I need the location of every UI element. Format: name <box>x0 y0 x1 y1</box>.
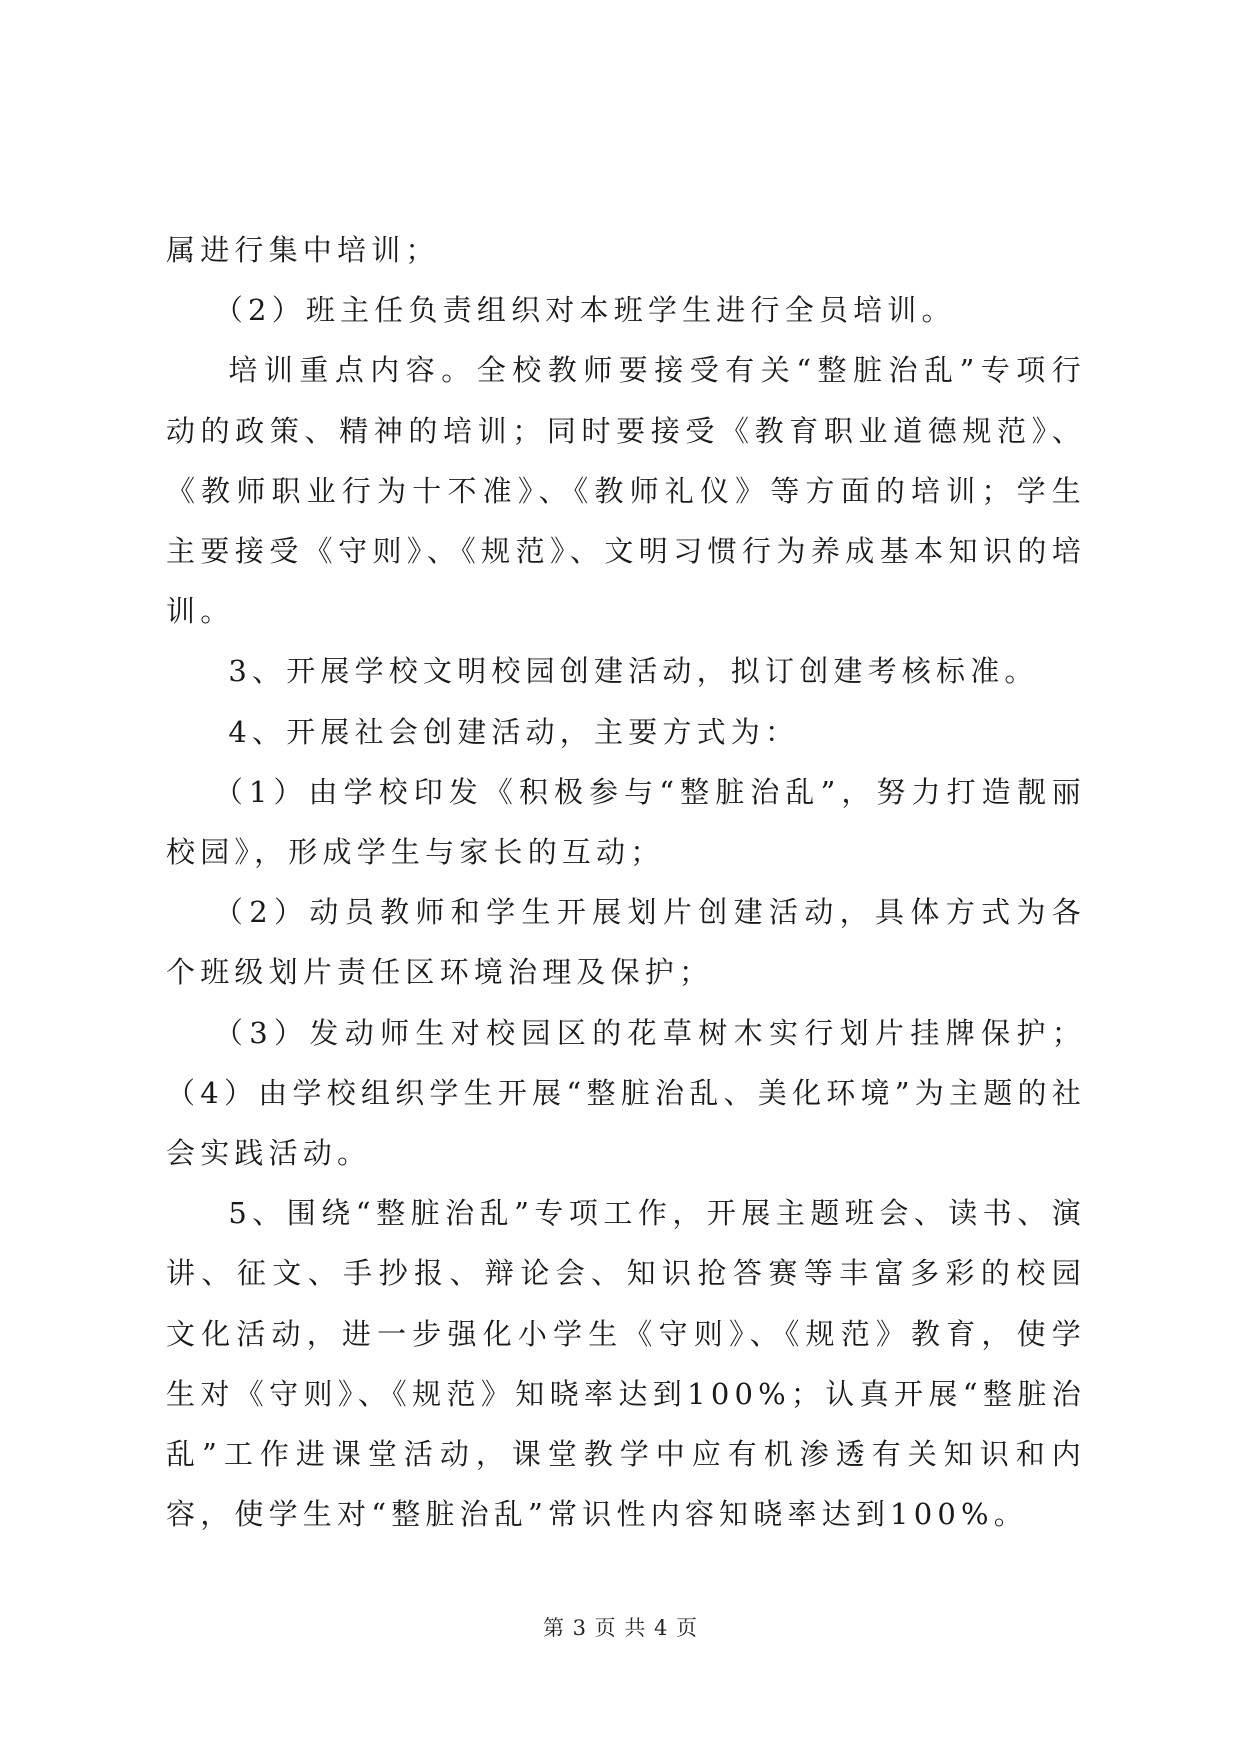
paragraph-training-content: 培训重点内容。全校教师要接受有关“整脏治乱”专项行动的政策、精神的培训；同时要接受《教育职业道德规范》、《教师职业行为十不准》、《教师礼仪》等方面的培训；学生主要接受《守则》、《规范》、文明习惯行为养成基本知识的培训。 <box>166 353 1086 629</box>
paragraph-subitem-3-4: （3）发动师生对校园区的花草树木实行划片挂牌保护；（4）由学校组织学生开展“整脏治乱、美化环境”为主题的社会实践活动。 <box>166 1015 1086 1171</box>
paragraph-continued: 属进行集中培训； <box>166 233 440 267</box>
paragraph-subitem-1: （1）由学校印发《积极参与“整脏治乱”，努力打造靓丽校园》，形成学生与家长的互动； <box>166 774 1086 870</box>
paragraph-point-5: 5、围绕“整脏治乱”专项工作，开展主题班会、读书、演讲、征文、手抄报、辩论会、知识抢答赛等丰富多彩的校园文化活动，进一步强化小学生《守则》、《规范》教育，使学生对《守则》、《规范》知晓率达到100%；认真开展“整脏治乱”工作进课堂活动，课堂教学中应有机渗透有关知识和内容，使学生对“整脏治乱”常识性内容知晓率达到100%。 <box>166 1196 1086 1532</box>
paragraph-item-2: （2）班主任负责组织对本班学生进行全员培训。 <box>213 293 956 328</box>
document-body <box>166 220 1086 1544</box>
paragraph-point-4: 4、开展社会创建活动，主要方式为： <box>228 714 800 749</box>
paragraph-subitem-2: （2）动员教师和学生开展划片创建活动，具体方式为各个班级划片责任区环境治理及保护； <box>166 895 1086 990</box>
page-footer: 第 3 页 共 4 页 <box>542 1616 699 1640</box>
paragraph-point-3: 3、开展学校文明校园创建活动，拟订创建考核标准。 <box>228 654 1039 689</box>
